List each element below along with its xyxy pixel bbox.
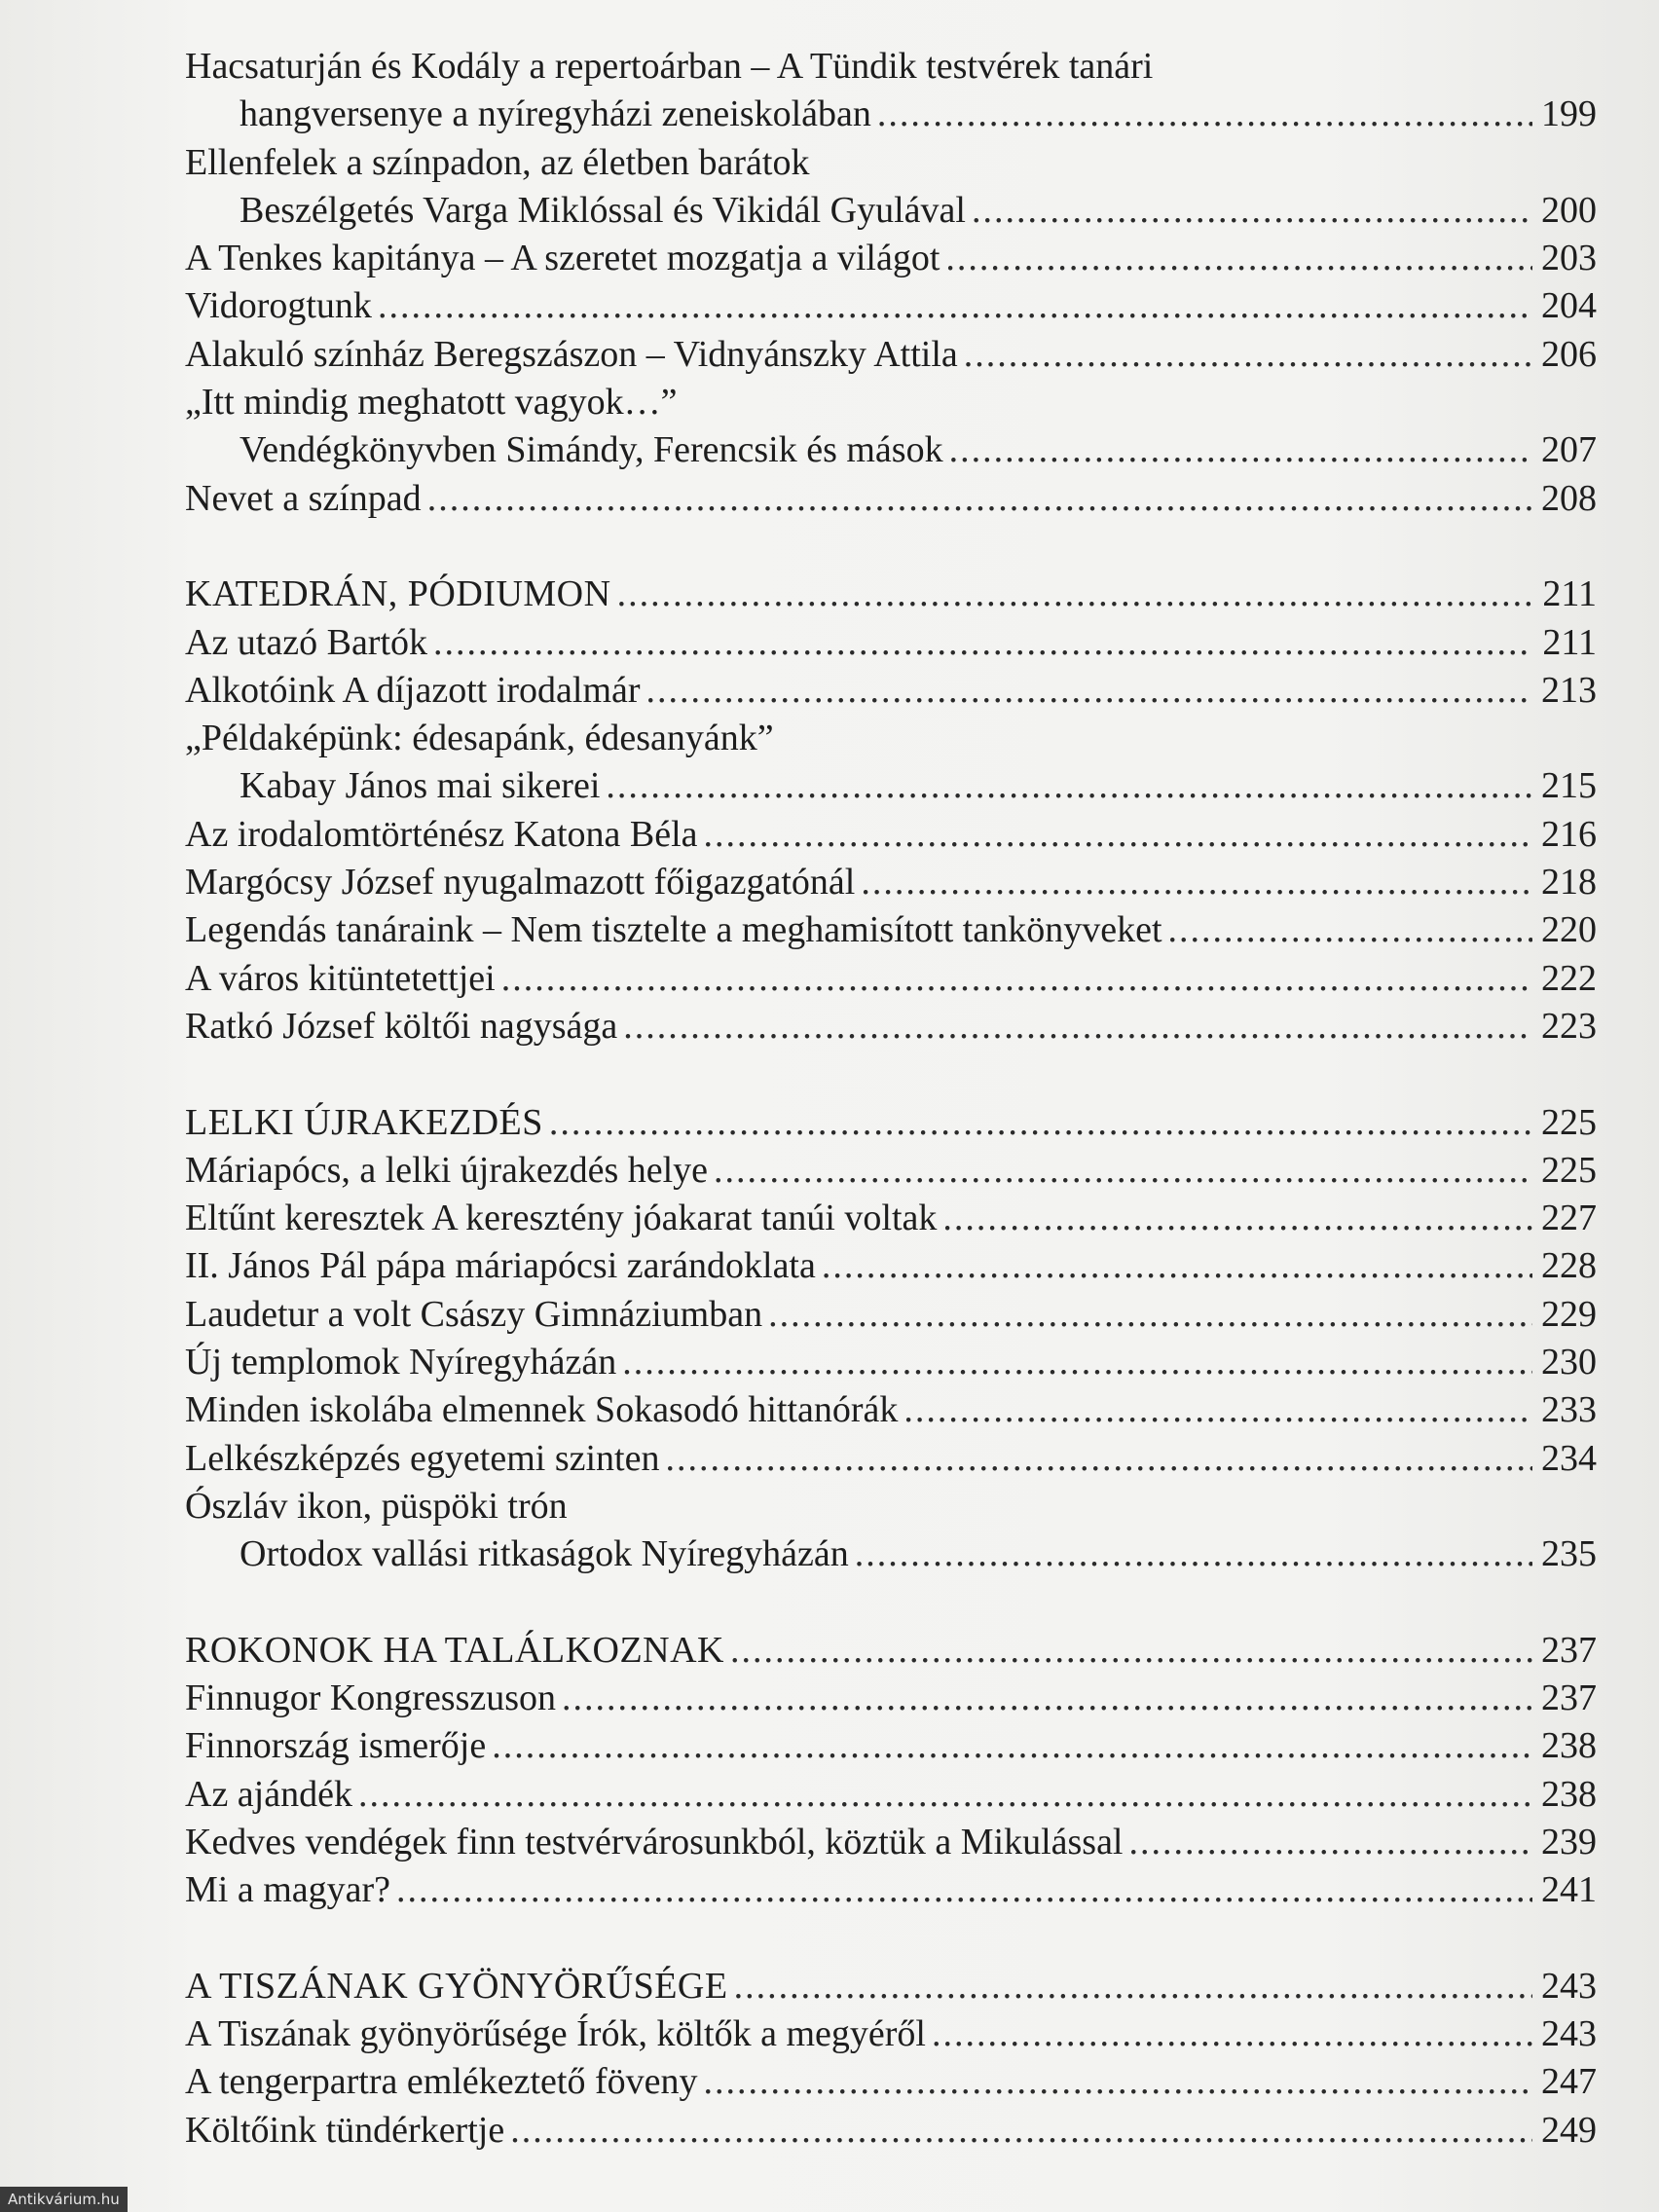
dot-leader <box>433 619 1532 667</box>
dot-leader <box>704 811 1532 859</box>
toc-entry <box>185 1386 1597 1434</box>
toc-page-number: 230 <box>1541 1342 1597 1383</box>
dot-leader <box>492 1722 1532 1770</box>
toc-page-number: 239 <box>1541 1821 1597 1862</box>
toc-entry <box>185 1242 1597 1290</box>
dot-leader <box>1129 1819 1533 1866</box>
toc-entry-title: KATEDRÁN, PÓDIUMON <box>185 573 611 615</box>
toc-entry-title: Ortodox vallási ritkaságok Nyíregyházán <box>240 1533 849 1575</box>
dot-leader <box>1168 906 1532 954</box>
toc-entry-title: Alkotóink A díjazott irodalmár <box>185 669 641 711</box>
toc-entry <box>185 1147 1597 1195</box>
toc-entry <box>185 906 1597 954</box>
toc-entry <box>185 379 1597 426</box>
dot-leader <box>623 1003 1532 1051</box>
dot-leader <box>903 1386 1532 1434</box>
toc-entry <box>185 43 1597 91</box>
section-gap <box>185 1579 1597 1627</box>
toc-entry-title: Finnugor Kongresszuson <box>185 1677 557 1719</box>
dot-leader <box>945 235 1532 282</box>
dot-leader <box>877 91 1532 138</box>
toc-entry <box>185 715 1597 762</box>
toc-page-number: 220 <box>1541 909 1597 951</box>
toc-entry <box>185 475 1597 523</box>
section-gap <box>185 1915 1597 1963</box>
toc-page-number: 243 <box>1541 2013 1597 2055</box>
toc-page-number: 247 <box>1541 2061 1597 2103</box>
toc-page-number: 237 <box>1541 1629 1597 1671</box>
toc-entry <box>185 187 1597 235</box>
dot-leader <box>606 762 1532 810</box>
toc-entry-title: Ratkó József költői nagysága <box>185 1005 618 1047</box>
toc-entry-title: Költőink tündérkertje <box>185 2109 505 2151</box>
toc-page-number: 211 <box>1542 621 1597 663</box>
toc-entry-title: Az irodalomtörténész Katona Béla <box>185 813 698 855</box>
toc-entry-title: hangversenye a nyíregyházi zeneiskolában <box>240 93 871 135</box>
toc-entry-title: Új templomok Nyíregyházán <box>185 1342 617 1383</box>
toc-page-number: 204 <box>1541 285 1597 327</box>
toc-entry-title: Az utazó Bartók <box>185 621 428 663</box>
toc-page-number: 235 <box>1541 1533 1597 1575</box>
dot-leader <box>768 1291 1532 1339</box>
toc-entry <box>185 1675 1597 1722</box>
dot-leader <box>622 1339 1532 1386</box>
section-gap <box>185 523 1597 571</box>
toc-page-number: 203 <box>1541 238 1597 279</box>
toc-entry-title: ROKONOK HA TALÁLKOZNAK <box>185 1629 725 1671</box>
toc-entry <box>185 1291 1597 1339</box>
toc-entry <box>185 1483 1597 1530</box>
toc-page-number: 249 <box>1541 2109 1597 2151</box>
toc-entry <box>185 139 1597 187</box>
dot-leader <box>932 2010 1532 2058</box>
toc-entry <box>185 282 1597 330</box>
toc-entry-title: Hacsaturján és Kodály a repertoárban – A Tündik testvérek tanári <box>185 46 1154 87</box>
toc-entry-title: Az ajándék <box>185 1773 352 1815</box>
toc-entry <box>185 667 1597 715</box>
toc-entry-title: Beszélgetés Varga Miklóssal és Vikidál Gyulával <box>240 189 966 231</box>
toc-entry-title: Minden iskolába elmennek Sokasodó hittanórák <box>185 1389 899 1431</box>
dot-leader <box>510 2107 1532 2155</box>
toc-entry <box>185 1722 1597 1770</box>
dot-leader <box>703 2058 1532 2106</box>
dot-leader <box>427 475 1532 523</box>
dot-leader <box>730 1627 1532 1675</box>
dot-leader <box>714 1147 1532 1195</box>
toc-page-number: 241 <box>1541 1869 1597 1911</box>
toc-entry-title: Alakuló színház Beregszászon – Vidnyánszky Attila <box>185 333 958 375</box>
toc-page-number: 216 <box>1541 813 1597 855</box>
toc-page-number: 225 <box>1541 1149 1597 1191</box>
toc-entry-title: Ószláv ikon, püspöki trón <box>185 1485 568 1527</box>
toc-entry-title: A város kitüntetettjei <box>185 957 496 999</box>
toc-page-number: 238 <box>1541 1773 1597 1815</box>
dot-leader <box>734 1963 1532 2010</box>
dot-leader <box>972 187 1532 235</box>
watermark: Antikvárium.hu <box>0 2187 128 2212</box>
toc-section-heading <box>185 1963 1597 2010</box>
toc-page-number: 199 <box>1541 93 1597 135</box>
toc-entry-title: A tengerpartra emlékeztető föveny <box>185 2061 698 2103</box>
toc-page-number: 233 <box>1541 1389 1597 1431</box>
toc-entry-title: Laudetur a volt Császy Gimnáziumban <box>185 1293 763 1335</box>
toc-entry <box>185 1771 1597 1819</box>
toc-page-number: 200 <box>1541 189 1597 231</box>
toc-entry <box>185 1866 1597 1914</box>
dot-leader <box>646 667 1532 715</box>
toc-entry <box>185 2107 1597 2155</box>
toc-entry-title: „Itt mindig meghatott vagyok…” <box>185 382 678 424</box>
toc-page-number: 238 <box>1541 1725 1597 1767</box>
toc-entry <box>185 1530 1597 1578</box>
toc-entry <box>185 811 1597 859</box>
dot-leader <box>617 571 1532 618</box>
toc-entry <box>185 1003 1597 1051</box>
dot-leader <box>665 1435 1532 1483</box>
toc-page-number: 213 <box>1541 669 1597 711</box>
toc-entry-title: Kedves vendégek finn testvérvárosunkból, köztük a Mikulással <box>185 1821 1124 1862</box>
toc-section-heading <box>185 571 1597 618</box>
toc-page-number: 208 <box>1541 477 1597 519</box>
toc-entry <box>185 859 1597 906</box>
toc-page-number: 206 <box>1541 333 1597 375</box>
toc-page-number: 215 <box>1541 765 1597 807</box>
toc-entry-title: Margócsy József nyugalmazott főigazgatónál <box>185 862 856 903</box>
toc-entry-title: Ellenfelek a színpadon, az életben barátok <box>185 141 810 183</box>
toc-entry-title: Mi a magyar? <box>185 1869 391 1911</box>
toc-page-number: 222 <box>1541 957 1597 999</box>
toc-entry-title: A TISZÁNAK GYÖNYÖRŰSÉGE <box>185 1965 728 2007</box>
dot-leader <box>964 331 1532 379</box>
dot-leader <box>549 1099 1532 1147</box>
toc-entry <box>185 1195 1597 1242</box>
toc-entry <box>185 91 1597 138</box>
toc-entry <box>185 1339 1597 1386</box>
dot-leader <box>562 1675 1532 1722</box>
toc-entry-title: „Példaképünk: édesapánk, édesanyánk” <box>185 718 774 759</box>
toc-entry <box>185 955 1597 1003</box>
dot-leader <box>501 955 1532 1003</box>
toc-entry-title: A Tenkes kapitánya – A szeretet mozgatja a világot <box>185 238 940 279</box>
toc-page-number: 228 <box>1541 1245 1597 1287</box>
toc-entry-title: A Tiszának gyönyörűsége Írók, költők a megyéről <box>185 2013 926 2055</box>
dot-leader <box>358 1771 1532 1819</box>
toc-entry-title: Vidorogtunk <box>185 285 372 327</box>
dot-leader <box>855 1530 1532 1578</box>
toc-entry <box>185 1435 1597 1483</box>
dot-leader <box>942 1195 1532 1242</box>
toc-entry-title: LELKI ÚJRAKEZDÉS <box>185 1101 543 1143</box>
toc-entry <box>185 762 1597 810</box>
toc-page-number: 207 <box>1541 429 1597 471</box>
toc-section-heading <box>185 1099 1597 1147</box>
table-of-contents <box>185 43 1597 2155</box>
toc-page-number: 234 <box>1541 1437 1597 1479</box>
toc-page-number: 211 <box>1542 573 1597 615</box>
toc-page-number: 229 <box>1541 1293 1597 1335</box>
toc-entry <box>185 2010 1597 2058</box>
toc-entry-title: Vendégkönyvben Simándy, Ferencsik és mások <box>240 429 943 471</box>
section-gap <box>185 1051 1597 1098</box>
toc-entry <box>185 426 1597 474</box>
toc-entry <box>185 1819 1597 1866</box>
toc-entry-title: Finnország ismerője <box>185 1725 487 1767</box>
toc-page-number: 237 <box>1541 1677 1597 1719</box>
dot-leader <box>396 1866 1532 1914</box>
toc-section-heading <box>185 1627 1597 1675</box>
toc-entry <box>185 331 1597 379</box>
toc-entry <box>185 2058 1597 2106</box>
toc-entry-title: Máriapócs, a lelki újrakezdés helye <box>185 1149 709 1191</box>
toc-page-number: 218 <box>1541 862 1597 903</box>
toc-entry-title: Eltűnt keresztek A keresztény jóakarat tanúi voltak <box>185 1198 938 1239</box>
toc-entry-title: Legendás tanáraink – Nem tisztelte a meghamisított tankönyveket <box>185 909 1162 951</box>
toc-page-number: 243 <box>1541 1965 1597 2007</box>
dot-leader <box>378 282 1532 330</box>
dot-leader <box>861 859 1532 906</box>
dot-leader <box>949 426 1532 474</box>
toc-page-number: 225 <box>1541 1101 1597 1143</box>
toc-entry <box>185 235 1597 282</box>
toc-entry-title: Kabay János mai sikerei <box>240 765 601 807</box>
toc-entry-title: Nevet a színpad <box>185 477 422 519</box>
toc-entry-title: II. János Pál pápa máriapócsi zarándoklata <box>185 1245 816 1287</box>
toc-page-number: 227 <box>1541 1198 1597 1239</box>
dot-leader <box>822 1242 1532 1290</box>
toc-page-number: 223 <box>1541 1005 1597 1047</box>
toc-entry-title: Lelkészképzés egyetemi szinten <box>185 1437 660 1479</box>
toc-entry <box>185 619 1597 667</box>
